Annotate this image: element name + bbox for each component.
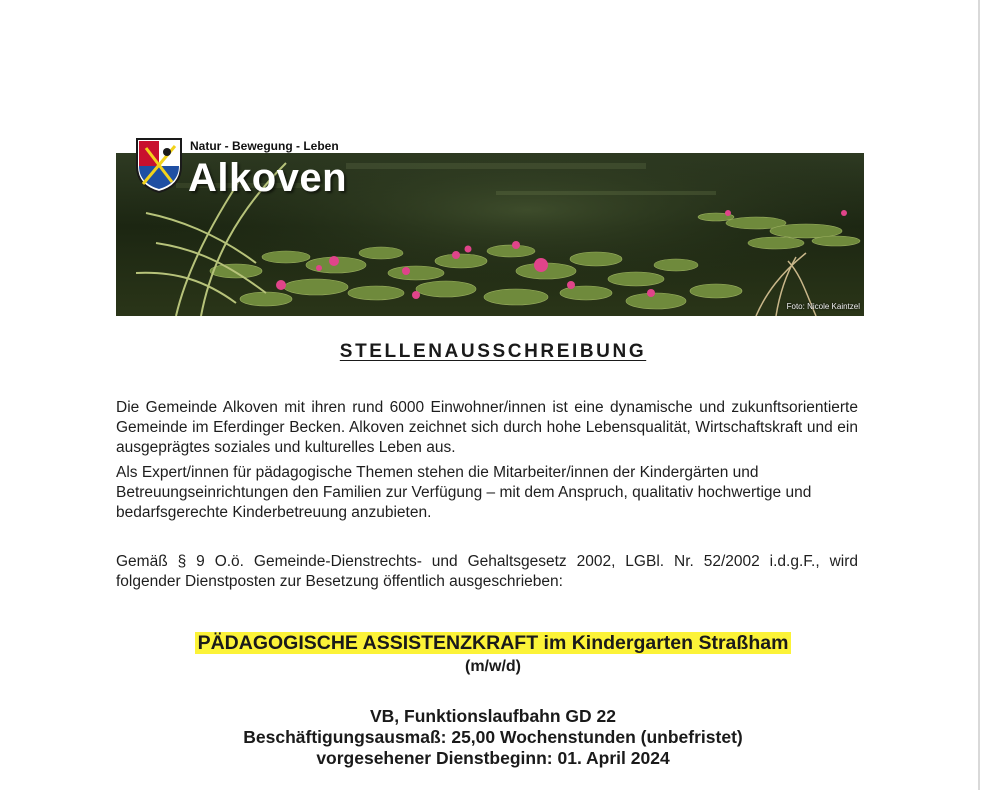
position-details (0, 706, 986, 769)
experts-paragraph: Als Expert/innen für pädagogische Themen stehen die Mitarbeiter/innen der Kindergärten und Betreuungseinrichtungen den Familien zur Verfügung – mit dem Anspruch, qualitativ hochwertige und bedarfsgerechte Kinderbetreuung anzubieten. (116, 464, 812, 521)
tagline: Natur - Bewegung - Leben (190, 139, 339, 153)
coat-of-arms-icon (134, 136, 184, 194)
position-title-text: PÄDAGOGISCHE ASSISTENZKRAFT im Kindergarten Straßham (195, 632, 792, 654)
header-banner (116, 130, 864, 316)
intro-paragraph: Die Gemeinde Alkoven mit ihren rund 6000 Einwohner/innen ist eine dynamische und zukunftsorientierte Gemeinde im Eferdinger Becken. Alkoven zeichnet sich durch hohe Lebensqualität, Wirtschaftskraft und ein ausgeprägtes soziales und kulturelles Leben aus. (116, 399, 858, 456)
photo-credit: Foto: Nicole Kaintzel (786, 302, 860, 311)
page-title (0, 341, 986, 363)
position-gender: (m/w/d) (465, 658, 521, 675)
legal-paragraph: Gemäß § 9 O.ö. Gemeinde-Dienstrechts- und Gehaltsgesetz 2002, LGBl. Nr. 52/2002 i.d.g.F., wird folgender Dienstposten zur Besetzung öffentlich ausgeschrieben: (116, 553, 858, 590)
position-title (0, 632, 986, 655)
page-title-text: STELLENAUSSCHREIBUNG (339, 341, 647, 362)
position-start: vorgesehener Dienstbeginn: 01. April 2024 (316, 748, 670, 768)
position-hours: Beschäftigungsausmaß: 25,00 Wochenstunden (unbefristet) (243, 727, 743, 747)
town-name: Alkoven (188, 156, 348, 200)
position-grade: VB, Funktionslaufbahn GD 22 (370, 706, 616, 726)
